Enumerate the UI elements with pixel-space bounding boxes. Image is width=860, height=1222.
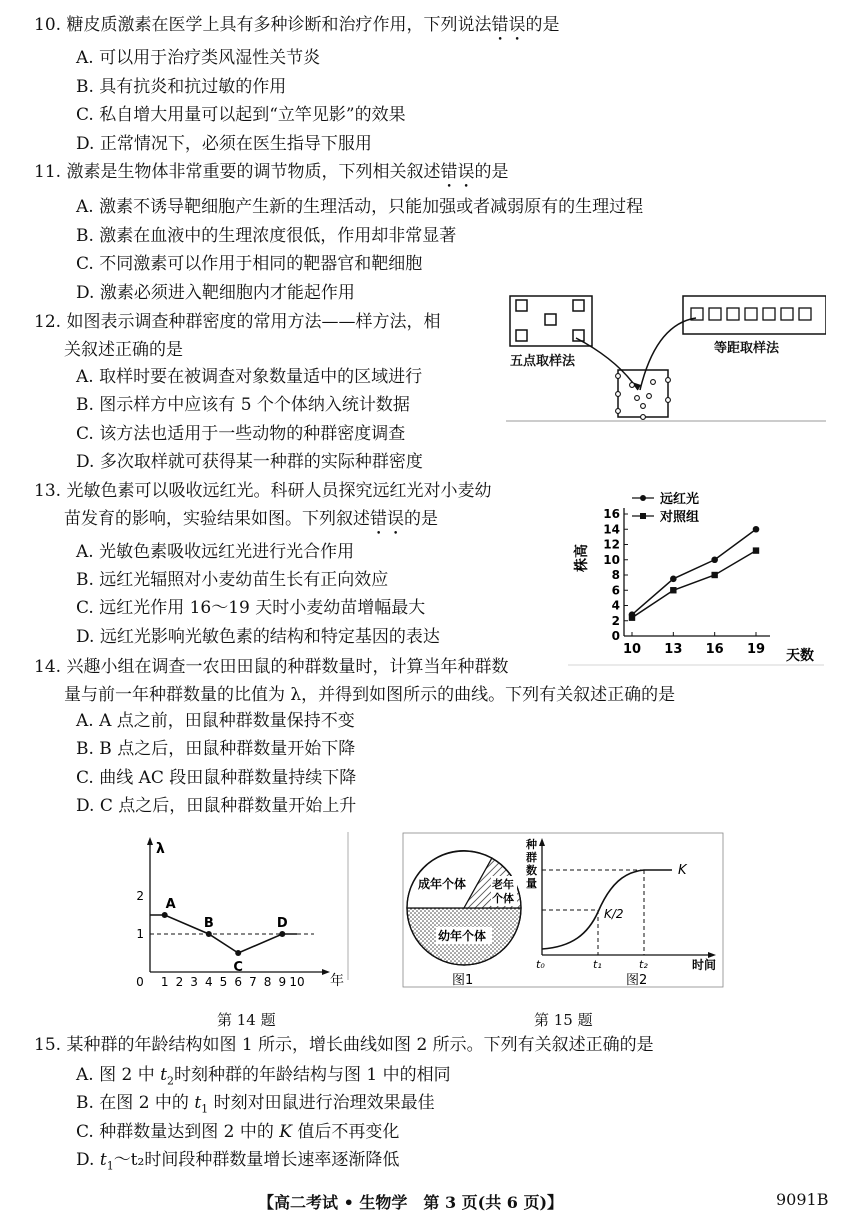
y-tick-label: 2 xyxy=(136,889,144,903)
x-tick-label: 8 xyxy=(263,975,272,989)
equidistant-label: 等距取样法 xyxy=(714,341,780,356)
figure2-label: 图2 xyxy=(626,973,648,988)
legend-series-2: 对照组 xyxy=(660,510,700,525)
y-label-char-1: 种 xyxy=(526,838,537,851)
q11-option-b: B. 激素在血液中的生理浓度很低，作用却非常显著 xyxy=(76,226,457,246)
x-tick-label: 5 xyxy=(219,975,228,989)
x-tick-label: 2 xyxy=(175,975,184,989)
data-point-square xyxy=(753,547,759,553)
paper-code: 9091B xyxy=(776,1190,829,1209)
point-label-b: B xyxy=(203,916,214,931)
q13-option-b: B. 远红光辐照对小麦幼苗生长有正向效应 xyxy=(76,570,389,590)
y-axis-title: λ xyxy=(156,841,165,857)
q11-stem: 11. 激素是生物体非常重要的调节物质，下列相关叙述错误的是 xyxy=(34,162,509,182)
x-tick-label: 4 xyxy=(204,975,213,989)
q13-stem-line1: 13. 光敏色素可以吸收远红光。科研人员探究远红光对小麦幼 xyxy=(34,481,492,501)
q13-option-a: A. 光敏色素吸收远红光进行光合作用 xyxy=(76,542,355,562)
q12-sampling-figure xyxy=(506,290,826,422)
five-point-label: 五点取样法 xyxy=(510,354,576,369)
x-tick-label: 9 xyxy=(278,975,287,989)
q10-option-a: A. 可以用于治疗类风湿性关节炎 xyxy=(76,48,321,68)
data-point-square xyxy=(711,572,717,578)
y-label-char-3: 数 xyxy=(526,864,537,877)
x-tick-label: 0 xyxy=(136,975,144,989)
q10-option-d: D. 正常情况下，必须在医生指导下服用 xyxy=(76,134,372,154)
x-tick-label: 19 xyxy=(746,642,766,657)
point-label-a: A xyxy=(165,897,176,912)
data-point-square xyxy=(670,587,676,593)
y-tick-label: 6 xyxy=(611,583,620,598)
q14-option-a: A. A 点之前，田鼠种群数量保持不变 xyxy=(76,711,355,731)
q14-lambda-chart xyxy=(128,832,362,992)
y-tick-label: 12 xyxy=(603,537,620,552)
q11-option-d: D. 激素必须进入靶细胞内才能起作用 xyxy=(76,283,355,303)
y-label-char-4: 量 xyxy=(526,877,537,890)
y-tick-label: 4 xyxy=(611,598,620,613)
q15-figure1-pie xyxy=(402,832,724,992)
q14-option-c: C. 曲线 AC 段田鼠种群数量持续下降 xyxy=(76,768,357,788)
x-tick-label: 6 xyxy=(234,975,243,989)
q14-option-b: B. B 点之后，田鼠种群数量开始下降 xyxy=(76,739,356,759)
q12-stem-line2: 关叙述正确的是 xyxy=(64,340,183,360)
x-axis-title: 天数 xyxy=(786,648,814,664)
q12-option-d: D. 多次取样就可获得某一种群的实际种群密度 xyxy=(76,452,423,472)
y-tick-label: 8 xyxy=(611,568,620,582)
q10-option-b: B. 具有抗炎和抗过敏的作用 xyxy=(76,77,287,97)
x-tick-label: 10 xyxy=(289,975,305,989)
k-half-label: K/2 xyxy=(604,907,624,921)
legend-circle-marker xyxy=(640,495,646,501)
q15-figure2-s-curve xyxy=(525,837,716,988)
q13-stem-line2: 苗发育的影响，实验结果如图。下列叙述错误的是 xyxy=(64,509,438,529)
q15-stem: 15. 某种群的年龄结构如图 1 所示，增长曲线如图 2 所示。下列有关叙述正确的是 xyxy=(34,1035,654,1055)
q14-stem-line1: 14. 兴趣小组在调查一农田田鼠的种群数量时，计算当年种群数 xyxy=(34,657,509,677)
q11-option-c: C. 不同激素可以作用于相同的靶器官和靶细胞 xyxy=(76,254,423,274)
y-axis-title: 株高 xyxy=(574,544,590,572)
x-axis-title: 年 xyxy=(330,973,344,989)
q12-stem-line1: 12. 如图表示调查种群密度的常用方法——样方法，相 xyxy=(34,312,441,332)
q15-option-a: A. 图 2 中 $t_2$时刻种群的年龄结构与图 1 中的相同 xyxy=(76,1065,451,1088)
tick-t1: t₁ xyxy=(593,958,602,971)
q13-option-d: D. 远红光影响光敏色素的结构和特定基因的表达 xyxy=(76,627,440,647)
q10-option-c: C. 私自增大用量可以起到“立竿见影”的效果 xyxy=(76,105,406,125)
y-tick-label: 14 xyxy=(603,522,620,537)
five-point-plot xyxy=(510,296,592,346)
x-tick-label: 7 xyxy=(249,975,257,989)
data-point-circle xyxy=(711,556,718,563)
q15-option-b: B. 在图 2 中的 $t_1$ 时刻对田鼠进行治理效果最佳 xyxy=(76,1093,435,1116)
q14-stem-line2: 量与前一年种群数量的比值为 λ，并得到如图所示的曲线。下列有关叙述正确的是 xyxy=(64,685,676,705)
tick-t0: t₀ xyxy=(536,958,545,971)
q14-option-d: D. C 点之后，田鼠种群数量开始上升 xyxy=(76,796,357,816)
point-label-d: D xyxy=(276,916,288,931)
q12-option-a: A. 取样时要在被调查对象数量适中的区域进行 xyxy=(76,367,423,387)
q13-option-c: C. 远红光作用 16～19 天时小麦幼苗增幅最大 xyxy=(76,598,426,618)
x-tick-label: 3 xyxy=(190,975,198,989)
x-tick-label: 13 xyxy=(664,642,683,657)
tick-t2: t₂ xyxy=(639,958,648,971)
q14-caption: 第 14 题 xyxy=(217,1011,276,1029)
point-label-c: C xyxy=(233,960,243,975)
point-d xyxy=(279,931,285,937)
page-footer: 【高二考试 • 生物学 第 3 页(共 6 页)】 xyxy=(258,1193,564,1212)
data-point-square xyxy=(629,615,635,621)
x-tick-label: 10 xyxy=(622,642,642,657)
y-tick-label: 16 xyxy=(603,507,620,521)
pie-label-old-2: 个体 xyxy=(492,892,514,905)
y-tick-label: 2 xyxy=(611,613,620,628)
q15-option-d: D. $t_1\sim t_2$时间段种群数量增长速率逐渐降低 xyxy=(76,1150,400,1173)
y-tick-label: 1 xyxy=(136,927,144,941)
k-label: K xyxy=(678,863,687,878)
pie-label-old-1: 老年 xyxy=(492,878,514,891)
q15-caption: 第 15 题 xyxy=(534,1011,593,1029)
point-a xyxy=(162,912,168,918)
q10-stem: 10. 糖皮质激素在医学上具有多种诊断和治疗作用，下列说法错误的是 xyxy=(34,15,560,35)
data-point-circle xyxy=(670,576,677,583)
q12-option-b: B. 图示样方中应该有 5 个个体纳入统计数据 xyxy=(76,395,410,415)
legend-series-1: 远红光 xyxy=(660,492,700,507)
pie-label-adult: 成年个体 xyxy=(418,877,467,891)
figure1-label: 图1 xyxy=(452,973,474,988)
x-axis-title: 时间 xyxy=(692,958,717,972)
x-tick-label: 1 xyxy=(160,975,169,989)
equidistant-plot xyxy=(683,296,826,334)
data-point-circle xyxy=(753,526,760,533)
point-c xyxy=(235,950,241,956)
point-b xyxy=(206,931,212,937)
q12-option-c: C. 该方法也适用于一些动物的种群密度调查 xyxy=(76,424,406,444)
x-tick-label: 16 xyxy=(705,642,724,657)
pie-label-young: 幼年个体 xyxy=(438,929,487,943)
y-tick-label: 10 xyxy=(603,552,620,567)
q11-option-a: A. 激素不诱导靶细胞产生新的生理活动，只能加强或者减弱原有的生理过程 xyxy=(76,197,644,217)
q15-option-c: C. 种群数量达到图 2 中的 K 值后不再变化 xyxy=(76,1122,400,1142)
y-label-char-2: 群 xyxy=(526,851,537,864)
q13-growth-chart xyxy=(568,486,824,666)
legend-square-marker xyxy=(640,513,646,519)
y-tick-label: 0 xyxy=(611,629,620,643)
